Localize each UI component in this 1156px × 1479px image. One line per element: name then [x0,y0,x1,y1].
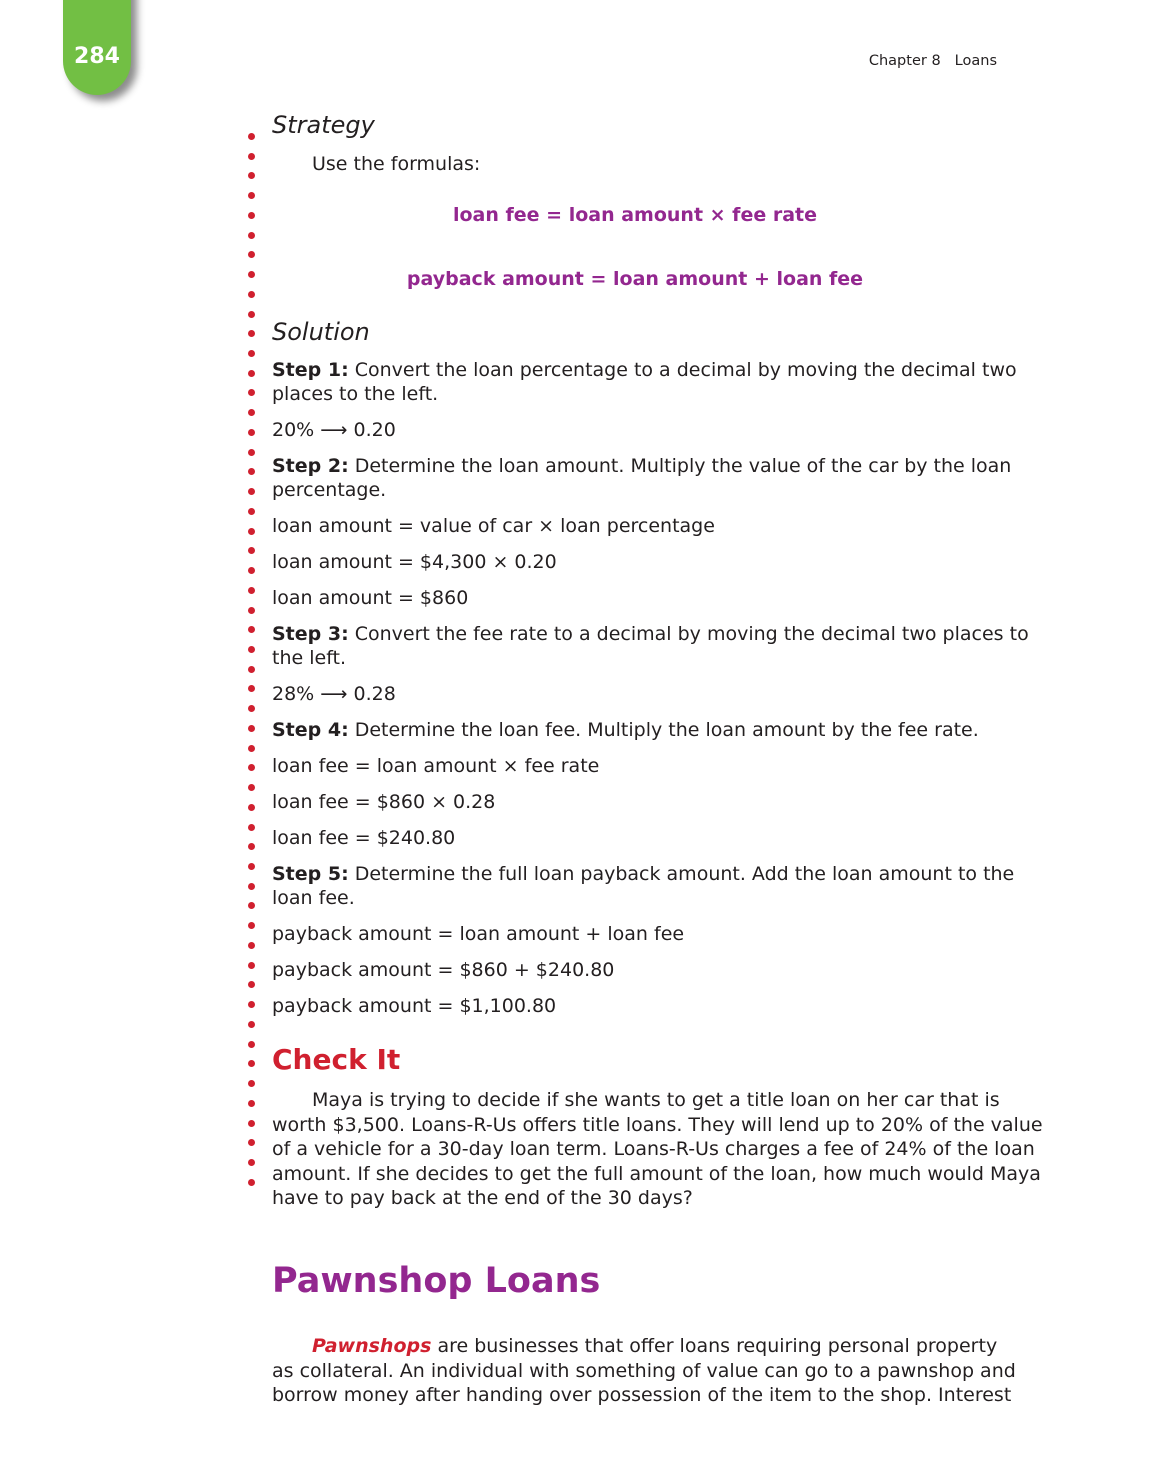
step-text: loan amount = $860 [272,587,469,609]
solution-line [272,454,1011,478]
margin-dot [248,764,255,771]
margin-dot [248,488,255,495]
margin-dot [248,1021,255,1028]
margin-dot [248,981,255,988]
margin-dot [248,607,255,614]
paragraph-line [272,1359,1016,1383]
step-text: Determine the loan fee. Multiply the loan amount by the fee rate. [348,719,979,741]
solution-line [272,994,556,1018]
margin-dot [248,172,255,179]
step-text: loan fee = loan amount × fee rate [272,755,600,777]
problem-line: of a vehicle for a 30-day loan term. Loans-R-Us charges a fee of 24% of the loan [272,1138,1035,1160]
margin-dot [248,685,255,692]
margin-dot [248,449,255,456]
solution-line [272,478,386,502]
margin-dot [248,1179,255,1186]
step-label: Step 4: [272,719,349,741]
page-number: 284 [74,44,120,69]
solution-line [272,886,355,910]
margin-dot [248,705,255,712]
step-text: payback amount = loan amount + loan fee [272,923,685,945]
margin-dot [248,784,255,791]
solution-line [272,550,557,574]
solution-line [272,622,1029,646]
margin-dot [248,370,255,377]
margin-dot [248,1080,255,1087]
margin-dot [248,508,255,515]
solution-line [272,754,599,778]
margin-dot [248,962,255,969]
solution-line [272,514,715,538]
step-label: Step 1: [272,359,349,381]
margin-dot [248,409,255,416]
strategy-intro: Use the formulas: [312,153,481,175]
solution-line [272,718,979,742]
step-text: payback amount = $1,100.80 [272,995,557,1017]
solution-line [272,586,468,610]
margin-dot [248,666,255,673]
step-text: 20% ⟶ 0.20 [272,419,396,441]
margin-dot [248,824,255,831]
margin-dot [248,389,255,396]
step-text: Convert the fee rate to a decimal by moving the decimal two places to [348,623,1029,645]
key-term: Pawnshops [312,1335,432,1357]
paragraph-line [272,1383,1011,1407]
margin-dot [248,1060,255,1067]
step-text: loan fee = $860 × 0.28 [272,791,496,813]
solution-line [272,862,1014,886]
step-text: percentage. [272,479,387,501]
paragraph-line [272,1334,997,1358]
step-text: loan fee = $240.80 [272,827,456,849]
solution-line [272,790,495,814]
solution-line [272,958,614,982]
section-heading: Pawnshop Loans [272,1261,601,1301]
margin-dot [248,311,255,318]
step-text: places to the left. [272,383,439,405]
margin-dot [248,291,255,298]
margin-dot [248,330,255,337]
margin-dot [248,883,255,890]
problem-line: amount. If she decides to get the full amount of the loan, how much would Maya [272,1162,1041,1185]
margin-dot [248,1159,255,1166]
step-text: Convert the loan percentage to a decimal by moving the decimal two [348,359,1017,381]
margin-dot [248,626,255,633]
margin-dot [248,468,255,475]
margin-dot [248,863,255,870]
step-text: the left. [272,647,347,669]
step-text: payback amount = $860 + $240.80 [272,959,615,981]
step-text: loan fee. [272,887,355,909]
margin-dot [248,1041,255,1048]
step-text: 28% ⟶ 0.28 [272,683,396,705]
margin-dot [248,1139,255,1146]
margin-dot [248,587,255,594]
step-label: Step 2: [272,455,349,477]
strategy-heading: Strategy [272,111,375,139]
step-text: Determine the loan amount. Multiply the value of the car by the loan [348,455,1012,477]
chapter-title: Loans [954,53,997,69]
solution-line [272,358,1017,382]
solution-line [272,418,396,442]
margin-dot [248,804,255,811]
margin-dot [248,646,255,653]
margin-dot [248,725,255,732]
step-label: Step 5: [272,863,349,885]
margin-dot [248,942,255,949]
margin-dot [248,1001,255,1008]
margin-dot [248,429,255,436]
margin-dot [248,902,255,909]
problem-line: Maya is trying to decide if she wants to get a title loan on her car that is [312,1089,1000,1111]
check-it-heading: Check It [272,1043,401,1076]
step-text: loan amount = $4,300 × 0.20 [272,551,557,573]
margin-dot [248,350,255,357]
problem-line: worth $3,500. Loans-R-Us offers title loans. They will lend up to 20% of the value [272,1113,1043,1136]
margin-dot [248,212,255,219]
step-text: loan amount = value of car × loan percentage [272,515,715,537]
margin-dot [248,547,255,554]
solution-heading: Solution [272,318,370,346]
margin-dot [248,251,255,258]
formula-loan-fee: loan fee = loan amount × fee rate [452,204,817,226]
margin-dot [248,133,255,140]
margin-dot [248,153,255,160]
paragraph-text: as collateral. An individual with something of value can go to a pawnshop and [272,1359,1016,1382]
solution-line [272,382,438,406]
step-text: Determine the full loan payback amount. Add the loan amount to the [348,863,1015,885]
solution-line [272,646,346,670]
formula-payback: payback amount = loan amount + loan fee [406,268,864,290]
page-number-tab [63,0,131,95]
paragraph-text: borrow money after handing over possession of the item to the shop. Interest [272,1384,1012,1406]
margin-dot [248,745,255,752]
problem-line: have to pay back at the end of the 30 days? [272,1187,693,1209]
chapter-label: Chapter 8 [868,53,941,69]
margin-dot [248,1100,255,1107]
solution-line [272,922,684,946]
solution-line [272,682,396,706]
solution-line [272,826,455,850]
running-header [869,53,997,69]
step-label: Step 3: [272,623,349,645]
margin-dot [248,1120,255,1127]
margin-dot [248,232,255,239]
margin-dot [248,567,255,574]
margin-dot [248,528,255,535]
paragraph-text: are businesses that offer loans requiring personal property [431,1335,998,1357]
margin-dot [248,843,255,850]
margin-dot [248,192,255,199]
margin-dot [248,922,255,929]
